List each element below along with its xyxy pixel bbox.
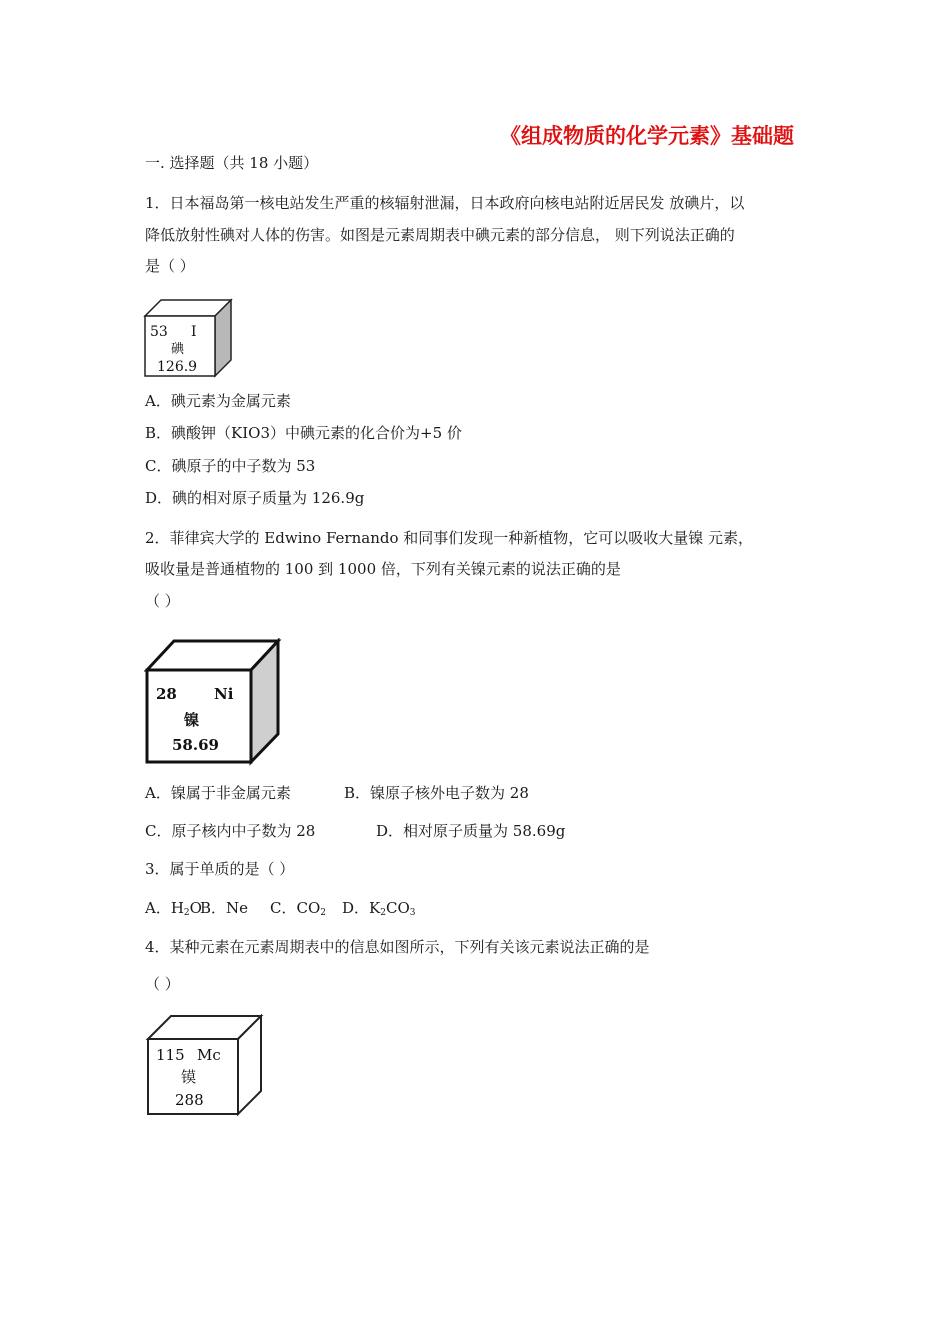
nickel-element-tile — [144, 638, 282, 766]
moscovium-atomic-number: 115 — [156, 1046, 185, 1064]
moscovium-element-tile — [145, 1013, 265, 1117]
question-2-text-line-1: 2．菲律宾大学的 Edwino Fernando 和同事们发现一种新植物，它可以吸收大量镍 元素， — [145, 529, 754, 547]
question-1-text-line-2: 降低放射性碘对人体的伤害。如图是元素周期表中碘元素的部分信息， 则下列说法正确的 — [145, 226, 735, 244]
question-3-option-b: B．Ne — [200, 899, 249, 917]
question-1-option-d: D．碘的相对原子质量为 126.9g — [145, 489, 365, 507]
section-heading: 一. 选择题（共 18 小题） — [145, 154, 319, 172]
question-4-text-line-2: （ ） — [145, 975, 180, 993]
question-3-option-a: A．$H_2O$ — [145, 899, 202, 918]
iodine-atomic-mass: 126.9 — [157, 359, 198, 375]
question-2-option-d: D．相对原子质量为 58.69g — [376, 822, 566, 840]
iodine-name: 碘 — [171, 342, 185, 357]
nickel-symbol: Ni — [214, 685, 234, 703]
question-2-option-b: B．镍原子核外电子数为 28 — [344, 784, 529, 802]
moscovium-atomic-mass: 288 — [175, 1091, 204, 1109]
document-title: 《组成物质的化学元素》基础题 — [500, 124, 794, 148]
question-3-option-c: C．$CO_2$ — [270, 899, 326, 918]
iodine-element-tile — [143, 298, 235, 380]
question-2-text-line-3: （ ） — [145, 592, 180, 610]
question-4-text-line-1: 4．某种元素在元素周期表中的信息如图所示，下列有关该元素说法正确的是 — [145, 938, 650, 956]
iodine-symbol: I — [191, 324, 197, 340]
nickel-atomic-mass: 58.69 — [172, 736, 219, 754]
question-1-text-line-1: 1．日本福岛第一核电站发生严重的核辐射泄漏，日本政府向核电站附近居民发 放碘片，以 — [145, 194, 745, 212]
question-1-option-c: C．碘原子的中子数为 53 — [145, 457, 316, 475]
question-3-text: 3．属于单质的是（ ） — [145, 860, 295, 878]
moscovium-symbol: Mc — [197, 1046, 221, 1064]
question-2-option-a: A．镍属于非金属元素 — [145, 784, 291, 802]
nickel-name: 镍 — [184, 711, 200, 729]
question-1-option-b: B．碘酸钾（KIO3）中碘元素的化合价为+5 价 — [145, 424, 462, 442]
nickel-atomic-number: 28 — [156, 685, 177, 703]
question-2-option-c: C．原子核内中子数为 28 — [145, 822, 316, 840]
question-1-text-line-3: 是（ ） — [145, 257, 195, 275]
moscovium-name: 镆 — [181, 1068, 197, 1086]
question-1-option-a: A．碘元素为金属元素 — [145, 392, 291, 410]
iodine-atomic-number: 53 — [150, 324, 168, 340]
question-2-text-line-2: 吸收量是普通植物的 100 到 1000 倍，下列有关镍元素的说法正确的是 — [145, 560, 621, 578]
question-3-option-d: D．$K_2CO_3$ — [342, 899, 416, 918]
